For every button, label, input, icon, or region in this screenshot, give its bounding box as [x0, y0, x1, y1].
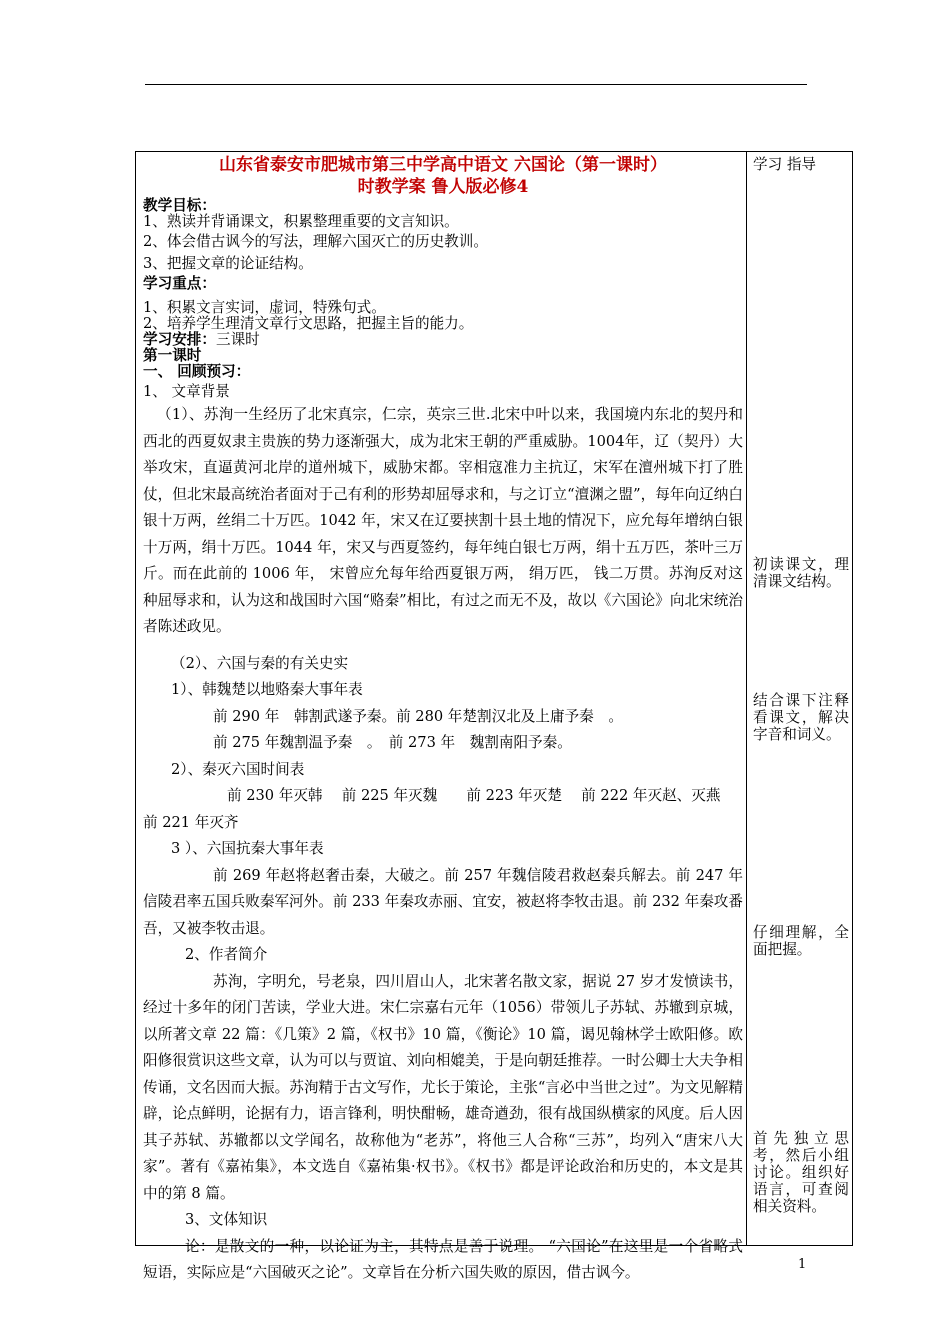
schedule-label: 学习安排： [143, 331, 216, 348]
author-paragraph: 苏洵，字明允，号老泉，四川眉山人，北宋著名散文家，据说 27 岁才发愤读书，经过十多年的闭门苦读，学业大进。宋仁宗嘉右元年（1056）带领儿子苏轼、苏辙到京城，以所著文章 22 篇：《几策》2 篇，《权书》10 篇，《衡论》10 篇，谒见翰林学士欧阳修。欧阳修很赏识这些文章，认为可以与贾谊、刘向相媲美，于是向朝廷推荐。一时公卿士大夫争相传诵，文名因而大振。苏洵精于古文写作，尤长于策论，主张“言必中当世之过”。为文见解精辟，论点鲜明，论据有力，语言锋利，明快酣畅，雄奇遒劲，很有战国纵横家的风度。后人因其子苏轼、苏辙都以文学闻名，故称他为“老苏”，将他三人合称“三苏”，均列入“唐宋八大家”。著有《嘉祐集》，本文选自《嘉祐集·权书》。《权书》都是评论政治和历史的，本文是其中的第 8 篇。 [143, 972, 743, 1202]
focus-heading: 学习重点： [143, 275, 216, 292]
document-title [143, 154, 743, 198]
goal-item: 2、体会借古讽今的写法，理解六国灭亡的历史教训。 [143, 233, 488, 250]
table-2-line: 前 221 年灭齐 [143, 813, 239, 831]
sidebar-note: 仔细理解，全面把握。 [753, 924, 849, 958]
genre-heading: 3、文体知识 [185, 1211, 268, 1228]
header-rule [145, 84, 807, 85]
author-heading: 2、作者简介 [185, 946, 268, 963]
table-2-heading: 2）、秦灭六国时间表 [171, 760, 305, 778]
history-heading: （2）、六国与秦的有关史实 [171, 654, 349, 672]
schedule-value: 三课时 [215, 331, 260, 348]
goal-item: 3、把握文章的论证结构。 [143, 255, 313, 272]
focus-item: 2、培养学生理清文章行文思路，把握主旨的能力。 [143, 315, 474, 332]
lesson-heading: 第一课时 [143, 347, 202, 364]
focus-item: 1、积累文言实词，虚词，特殊句式。 [143, 299, 386, 316]
table-3-heading: 3 ）、六国抗秦大事年表 [171, 840, 324, 857]
background-paragraph: （1）、苏洵一生经历了北宋真宗，仁宗，英宗三世.北宋中叶以来，我国境内东北的契丹和西北的西夏奴隶主贵族的势力逐渐强大，成为北宋王朝的严重威胁。1004年，辽（契丹）大举攻宋，直逼黄河北岸的道州城下，威胁宋都。宰相寇准力主抗辽，宋军在澶州城下打了胜仗，但北宋最高统治者面对于己有利的形势却屈辱求和，与之订立“澶渊之盟”，每年向辽纳白银十万两，丝绢二十万匹。1042 年，宋又在辽要挟割十县土地的情况下，应允每年增纳白银十万两，绢十万匹。1044 年，宋又与西夏签约，每年纯白银七万两，绢十五万匹，茶叶三万斤。而在此前的 1006 年， 宋曾应允每年给西夏银万两， 绢万匹， 钱二万贯。苏洵反对这种屈辱求和，认为这和战国时六国“赂秦”相比，有过之而无不及，故以《六国论》向北宋统治者陈述政见。 [143, 406, 743, 635]
main-column [143, 152, 743, 1287]
title-line-2: 时教学案 鲁人版必修4 [357, 177, 529, 197]
goal-item: 1、熟读并背诵课文，积累整理重要的文言知识。 [143, 213, 459, 230]
background-heading: 1、 文章背景 [143, 383, 230, 400]
review-heading: 一、 回顾预习： [143, 363, 251, 380]
lesson-table [135, 151, 853, 1281]
genre-paragraph: 论：是散文的一种，以论证为主，其特点是善于说理。 “六国论”在这里是一个省略式短语，实际应是“六国破灭之论”。文章旨在分析六国失败的原因，借古讽今。 [143, 1237, 743, 1281]
sidebar-note: 初读课文，理清课文结构。 [753, 556, 849, 590]
title-line-1: 山东省泰安市肥城市第三中学高中语文 六国论（第一课时） [219, 155, 667, 175]
table-2-line: 前 230 年灭韩 前 225 年灭魏 前 223 年灭楚 前 222 年灭赵、灭燕 [227, 787, 721, 804]
schedule-line [143, 332, 743, 348]
table-1-line: 前 275 年魏割温予秦 。 前 273 年 魏割南阳予秦。 [213, 734, 572, 751]
sidebar-header: 学习 指导 [753, 156, 817, 173]
table-3-paragraph: 前 269 年赵将赵奢击秦，大破之。前 257 年魏信陵君救赵秦兵解去。前 247 年信陵君率五国兵败秦军河外。前 233 年秦攻赤丽、宜安，被赵将李牧击退。前 232 年秦攻番吾，又被李牧击退。 [143, 866, 743, 937]
sidebar-note: 结合课下注释看课文，解决字音和词义。 [753, 692, 849, 743]
goals-heading: 教学目标： [143, 197, 216, 214]
table-1-line: 前 290 年 韩割武遂予秦。前 280 年楚割汉北及上庸予秦 。 [213, 707, 623, 725]
table-1-heading: 1）、韩魏楚以地赂秦大事年表 [171, 681, 363, 698]
sidebar-note: 首先独立思考，然后小组讨论。组织好语言，可查阅相关资料。 [753, 1130, 849, 1215]
page-number: 1 [798, 1257, 807, 1272]
column-divider [746, 152, 747, 1245]
